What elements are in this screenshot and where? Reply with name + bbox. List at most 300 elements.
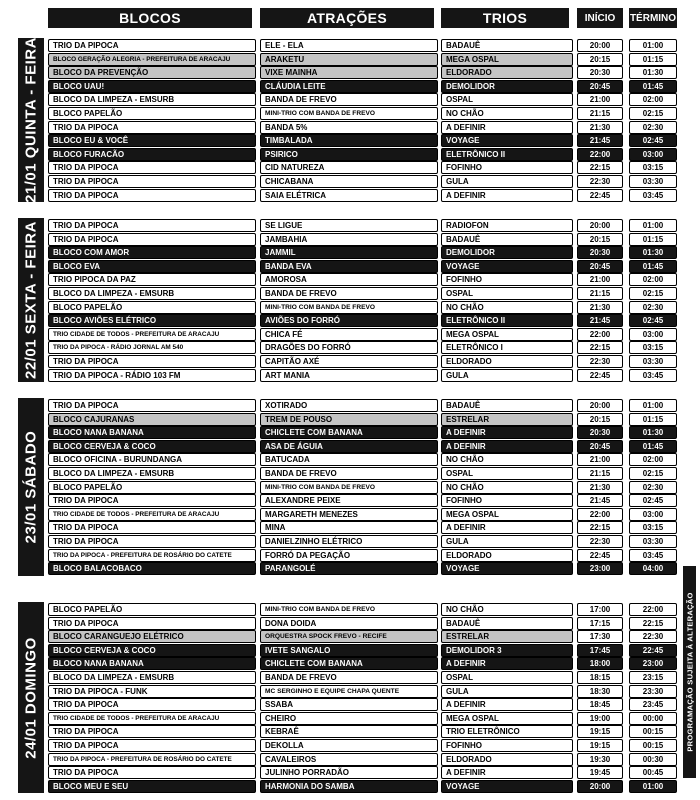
inicio-cell: 20:15 xyxy=(577,413,623,426)
table-row xyxy=(0,287,700,300)
bloco-cell: BLOCO UAU! xyxy=(48,80,256,93)
inicio-cell: 21:45 xyxy=(577,134,623,147)
bloco-cell: BLOCO PAPELÃO xyxy=(48,603,256,616)
bloco-cell: BLOCO DA LIMPEZA - EMSURB xyxy=(48,467,256,480)
bloco-cell: BLOCO DA LIMPEZA - EMSURB xyxy=(48,93,256,106)
atracao-cell: CHEIRO xyxy=(260,712,438,725)
termino-cell: 22:30 xyxy=(629,630,677,643)
inicio-cell: 17:15 xyxy=(577,617,623,630)
trio-cell: DEMOLIDOR 3 xyxy=(441,644,573,657)
inicio-cell: 18:30 xyxy=(577,685,623,698)
termino-cell: 02:45 xyxy=(629,494,677,507)
atracao-cell: TREM DE POUSO xyxy=(260,413,438,426)
table-row xyxy=(0,399,700,412)
inicio-cell: 19:30 xyxy=(577,753,623,766)
bloco-cell: TRIO DA PIPOCA xyxy=(48,494,256,507)
inicio-cell: 19:15 xyxy=(577,739,623,752)
table-row xyxy=(0,189,700,202)
trio-cell: VOYAGE xyxy=(441,562,573,575)
inicio-cell: 21:15 xyxy=(577,287,623,300)
inicio-cell: 21:45 xyxy=(577,494,623,507)
trio-cell: A DEFINIR xyxy=(441,766,573,779)
trio-cell: OSPAL xyxy=(441,287,573,300)
trio-cell: ELETRÔNICO I xyxy=(441,341,573,354)
termino-cell: 01:45 xyxy=(629,260,677,273)
atracao-cell: ARAKETU xyxy=(260,53,438,66)
atracao-cell: ART MANIA xyxy=(260,369,438,382)
inicio-cell: 19:45 xyxy=(577,766,623,779)
atracao-cell: KEBRAÊ xyxy=(260,725,438,738)
header-trios: TRIOS xyxy=(441,8,569,28)
bloco-cell: BLOCO CARANGUEJO ELÉTRICO xyxy=(48,630,256,643)
inicio-cell: 18:45 xyxy=(577,698,623,711)
trio-cell: OSPAL xyxy=(441,467,573,480)
atracao-cell: AMOROSA xyxy=(260,273,438,286)
inicio-cell: 22:15 xyxy=(577,161,623,174)
inicio-cell: 21:15 xyxy=(577,107,623,120)
termino-cell: 02:00 xyxy=(629,93,677,106)
table-row xyxy=(0,617,700,630)
bloco-cell: BLOCO GERAÇÃO ALEGRIA - PREFEITURA DE ARACAJU xyxy=(48,53,256,66)
inicio-cell: 21:00 xyxy=(577,93,623,106)
bloco-cell: TRIO CIDADE DE TODOS - PREFEITURA DE ARACAJU xyxy=(48,712,256,725)
bloco-cell: BLOCO CERVEJA & COCO xyxy=(48,440,256,453)
atracao-cell: BANDA DE FREVO xyxy=(260,93,438,106)
atracao-cell: CHICA FÉ xyxy=(260,328,438,341)
trio-cell: ELDORADO xyxy=(441,355,573,368)
bloco-cell: TRIO CIDADE DE TODOS - PREFEITURA DE ARACAJU xyxy=(48,508,256,521)
bloco-cell: TRIO DA PIPOCA xyxy=(48,617,256,630)
bloco-cell: BLOCO DA LIMPEZA - EMSURB xyxy=(48,287,256,300)
termino-cell: 02:00 xyxy=(629,273,677,286)
table-row xyxy=(0,739,700,752)
bloco-cell: BLOCO OFICINA - BURUNDANGA xyxy=(48,453,256,466)
atracao-cell: IVETE SANGALO xyxy=(260,644,438,657)
atracao-cell: VIXE MAINHA xyxy=(260,66,438,79)
termino-cell: 03:45 xyxy=(629,549,677,562)
termino-cell: 03:15 xyxy=(629,341,677,354)
atracao-cell: JULINHO PORRADÃO xyxy=(260,766,438,779)
termino-cell: 00:45 xyxy=(629,766,677,779)
inicio-cell: 20:45 xyxy=(577,440,623,453)
table-row xyxy=(0,53,700,66)
inicio-cell: 20:45 xyxy=(577,80,623,93)
atracao-cell: CID NATUREZA xyxy=(260,161,438,174)
table-row xyxy=(0,780,700,793)
atracao-cell: DRAGÕES DO FORRÓ xyxy=(260,341,438,354)
table-row xyxy=(0,301,700,314)
table-row xyxy=(0,121,700,134)
header-inicio: INÍCIO xyxy=(577,8,623,28)
inicio-cell: 21:00 xyxy=(577,273,623,286)
table-row xyxy=(0,440,700,453)
termino-cell: 22:15 xyxy=(629,617,677,630)
atracao-cell: BANDA 5% xyxy=(260,121,438,134)
table-row xyxy=(0,562,700,575)
inicio-cell: 22:15 xyxy=(577,521,623,534)
table-row xyxy=(0,671,700,684)
trio-cell: ELDORADO xyxy=(441,66,573,79)
atracao-cell: DANIELZINHO ELÉTRICO xyxy=(260,535,438,548)
atracao-cell: JAMMIL xyxy=(260,246,438,259)
inicio-cell: 20:15 xyxy=(577,53,623,66)
trio-cell: GULA xyxy=(441,369,573,382)
termino-cell: 00:15 xyxy=(629,725,677,738)
table-row xyxy=(0,535,700,548)
inicio-cell: 21:30 xyxy=(577,481,623,494)
trio-cell: ELETRÔNICO II xyxy=(441,314,573,327)
trio-cell: ELDORADO xyxy=(441,753,573,766)
inicio-cell: 20:00 xyxy=(577,399,623,412)
termino-cell: 01:00 xyxy=(629,219,677,232)
inicio-cell: 22:45 xyxy=(577,549,623,562)
atracao-cell: SE LIGUE xyxy=(260,219,438,232)
bloco-cell: BLOCO BALACOBACO xyxy=(48,562,256,575)
table-row xyxy=(0,134,700,147)
atracao-cell: CHICLETE COM BANANA xyxy=(260,657,438,670)
table-row xyxy=(0,753,700,766)
table-row xyxy=(0,494,700,507)
trio-cell: A DEFINIR xyxy=(441,189,573,202)
termino-cell: 22:45 xyxy=(629,644,677,657)
atracao-cell: CLÁUDIA LEITE xyxy=(260,80,438,93)
table-row xyxy=(0,260,700,273)
termino-cell: 03:45 xyxy=(629,189,677,202)
table-row xyxy=(0,219,700,232)
trio-cell: VOYAGE xyxy=(441,780,573,793)
termino-cell: 23:30 xyxy=(629,685,677,698)
table-row xyxy=(0,712,700,725)
bloco-cell: TRIO DA PIPOCA xyxy=(48,39,256,52)
trio-cell: A DEFINIR xyxy=(441,657,573,670)
bloco-cell: TRIO DA PIPOCA - PREFEITURA DE ROSÁRIO DO CATETE xyxy=(48,549,256,562)
bloco-cell: TRIO DA PIPOCA - RÁDIO JORNAL AM 540 xyxy=(48,341,256,354)
bloco-cell: TRIO DA PIPOCA xyxy=(48,399,256,412)
trio-cell: GULA xyxy=(441,175,573,188)
trio-cell: GULA xyxy=(441,685,573,698)
inicio-cell: 20:30 xyxy=(577,426,623,439)
termino-cell: 01:00 xyxy=(629,39,677,52)
termino-cell: 04:00 xyxy=(629,562,677,575)
table-row xyxy=(0,341,700,354)
table-row xyxy=(0,246,700,259)
bloco-cell: TRIO DA PIPOCA xyxy=(48,766,256,779)
atracao-cell: SSABA xyxy=(260,698,438,711)
termino-cell: 01:00 xyxy=(629,399,677,412)
termino-cell: 03:30 xyxy=(629,355,677,368)
inicio-cell: 22:30 xyxy=(577,355,623,368)
table-row xyxy=(0,355,700,368)
inicio-cell: 20:30 xyxy=(577,66,623,79)
trio-cell: DEMOLIDOR xyxy=(441,80,573,93)
termino-cell: 01:15 xyxy=(629,53,677,66)
table-row xyxy=(0,549,700,562)
table-row xyxy=(0,148,700,161)
termino-cell: 01:15 xyxy=(629,413,677,426)
termino-cell: 01:00 xyxy=(629,780,677,793)
atracao-cell: MARGARETH MENEZES xyxy=(260,508,438,521)
table-row xyxy=(0,66,700,79)
termino-cell: 03:00 xyxy=(629,148,677,161)
table-row xyxy=(0,80,700,93)
trio-cell: BADAUÊ xyxy=(441,399,573,412)
bloco-cell: BLOCO EU & VOCÊ xyxy=(48,134,256,147)
inicio-cell: 22:00 xyxy=(577,328,623,341)
inicio-cell: 20:15 xyxy=(577,233,623,246)
atracao-cell: BATUCADA xyxy=(260,453,438,466)
header-blocos: BLOCOS xyxy=(48,8,252,28)
atracao-cell: MINA xyxy=(260,521,438,534)
trio-cell: MEGA OSPAL xyxy=(441,508,573,521)
trio-cell: NO CHÃO xyxy=(441,603,573,616)
trio-cell: MEGA OSPAL xyxy=(441,328,573,341)
trio-cell: DEMOLIDOR xyxy=(441,246,573,259)
inicio-cell: 20:30 xyxy=(577,246,623,259)
termino-cell: 02:15 xyxy=(629,287,677,300)
trio-cell: ELETRÔNICO II xyxy=(441,148,573,161)
table-row xyxy=(0,644,700,657)
inicio-cell: 17:45 xyxy=(577,644,623,657)
inicio-cell: 20:00 xyxy=(577,39,623,52)
termino-cell: 01:30 xyxy=(629,66,677,79)
day-label-text: 21/01 QUINTA - FEIRA xyxy=(22,37,40,203)
inicio-cell: 22:00 xyxy=(577,148,623,161)
bloco-cell: TRIO DA PIPOCA xyxy=(48,175,256,188)
inicio-cell: 21:15 xyxy=(577,467,623,480)
bloco-cell: BLOCO PAPELÃO xyxy=(48,481,256,494)
bloco-cell: TRIO DA PIPOCA xyxy=(48,725,256,738)
table-row xyxy=(0,630,700,643)
trio-cell: BADAUÊ xyxy=(441,233,573,246)
trio-cell: A DEFINIR xyxy=(441,440,573,453)
termino-cell: 03:15 xyxy=(629,521,677,534)
termino-cell: 02:45 xyxy=(629,314,677,327)
trio-cell: A DEFINIR xyxy=(441,426,573,439)
trio-cell: OSPAL xyxy=(441,671,573,684)
table-row xyxy=(0,413,700,426)
table-row xyxy=(0,161,700,174)
termino-cell: 23:00 xyxy=(629,657,677,670)
table-row xyxy=(0,369,700,382)
atracao-cell: FORRÓ DA PEGAÇÃO xyxy=(260,549,438,562)
inicio-cell: 23:00 xyxy=(577,562,623,575)
termino-cell: 01:30 xyxy=(629,246,677,259)
inicio-cell: 20:00 xyxy=(577,780,623,793)
termino-cell: 03:45 xyxy=(629,369,677,382)
bloco-cell: TRIO DA PIPOCA xyxy=(48,739,256,752)
termino-cell: 01:45 xyxy=(629,440,677,453)
bloco-cell: BLOCO CERVEJA & COCO xyxy=(48,644,256,657)
table-row xyxy=(0,657,700,670)
atracao-cell: BANDA DE FREVO xyxy=(260,287,438,300)
termino-cell: 00:15 xyxy=(629,739,677,752)
inicio-cell: 22:00 xyxy=(577,508,623,521)
termino-cell: 02:00 xyxy=(629,453,677,466)
trio-cell: FOFINHO xyxy=(441,494,573,507)
trio-cell: FOFINHO xyxy=(441,273,573,286)
atracao-cell: CHICABANA xyxy=(260,175,438,188)
termino-cell: 01:45 xyxy=(629,80,677,93)
table-row xyxy=(0,508,700,521)
atracao-cell: SAIA ELÉTRICA xyxy=(260,189,438,202)
atracao-cell: ORQUESTRA SPOCK FREVO - RECIFE xyxy=(260,630,438,643)
atracao-cell: MC SERGINHO E EQUIPE CHAPA QUENTE xyxy=(260,685,438,698)
termino-cell: 02:30 xyxy=(629,121,677,134)
atracao-cell: TIMBALADA xyxy=(260,134,438,147)
trio-cell: FOFINHO xyxy=(441,739,573,752)
bloco-cell: BLOCO COM AMOR xyxy=(48,246,256,259)
table-row xyxy=(0,175,700,188)
inicio-cell: 22:15 xyxy=(577,341,623,354)
termino-cell: 03:00 xyxy=(629,328,677,341)
trio-cell: OSPAL xyxy=(441,93,573,106)
inicio-cell: 21:30 xyxy=(577,301,623,314)
atracao-cell: PARANGOLÉ xyxy=(260,562,438,575)
termino-cell: 03:30 xyxy=(629,175,677,188)
trio-cell: NO CHÃO xyxy=(441,481,573,494)
inicio-cell: 22:30 xyxy=(577,535,623,548)
header-termino: TÉRMINO xyxy=(629,8,677,28)
trio-cell: BADAUÊ xyxy=(441,39,573,52)
inicio-cell: 17:30 xyxy=(577,630,623,643)
side-note-text: PROGRAMAÇÃO SUJEITA À ALTERAÇÃO xyxy=(685,592,694,752)
table-row xyxy=(0,698,700,711)
trio-cell: GULA xyxy=(441,535,573,548)
atracao-cell: CAVALEIROS xyxy=(260,753,438,766)
bloco-cell: TRIO DA PIPOCA xyxy=(48,535,256,548)
trio-cell: ESTRELAR xyxy=(441,630,573,643)
trio-cell: ELDORADO xyxy=(441,549,573,562)
bloco-cell: TRIO DA PIPOCA xyxy=(48,698,256,711)
bloco-cell: BLOCO MEU E SEU xyxy=(48,780,256,793)
atracao-cell: MINI-TRIO COM BANDA DE FREVO xyxy=(260,301,438,314)
termino-cell: 23:15 xyxy=(629,671,677,684)
atracao-cell: ALEXANDRE PEIXE xyxy=(260,494,438,507)
bloco-cell: BLOCO NANA BANANA xyxy=(48,426,256,439)
inicio-cell: 21:30 xyxy=(577,121,623,134)
table-row xyxy=(0,685,700,698)
table-row xyxy=(0,467,700,480)
bloco-cell: BLOCO NANA BANANA xyxy=(48,657,256,670)
inicio-cell: 22:30 xyxy=(577,175,623,188)
atracao-cell: BANDA DE FREVO xyxy=(260,671,438,684)
table-row xyxy=(0,273,700,286)
bloco-cell: BLOCO PAPELÃO xyxy=(48,107,256,120)
atracao-cell: CHICLETE COM BANANA xyxy=(260,426,438,439)
bloco-cell: BLOCO DA PREVENÇÃO xyxy=(48,66,256,79)
trio-cell: MEGA OSPAL xyxy=(441,53,573,66)
table-row xyxy=(0,107,700,120)
bloco-cell: BLOCO EVA xyxy=(48,260,256,273)
bloco-cell: BLOCO DA LIMPEZA - EMSURB xyxy=(48,671,256,684)
atracao-cell: MINI-TRIO COM BANDA DE FREVO xyxy=(260,107,438,120)
atracao-cell: MINI-TRIO COM BANDA DE FREVO xyxy=(260,481,438,494)
trio-cell: NO CHÃO xyxy=(441,107,573,120)
inicio-cell: 17:00 xyxy=(577,603,623,616)
termino-cell: 02:30 xyxy=(629,301,677,314)
table-row xyxy=(0,453,700,466)
inicio-cell: 19:00 xyxy=(577,712,623,725)
atracao-cell: PSIRICO xyxy=(260,148,438,161)
termino-cell: 00:30 xyxy=(629,753,677,766)
termino-cell: 01:30 xyxy=(629,426,677,439)
table-row xyxy=(0,481,700,494)
bloco-cell: TRIO DA PIPOCA xyxy=(48,355,256,368)
bloco-cell: TRIO DA PIPOCA - FUNK xyxy=(48,685,256,698)
trio-cell: VOYAGE xyxy=(441,260,573,273)
termino-cell: 01:15 xyxy=(629,233,677,246)
atracao-cell: AVIÕES DO FORRÓ xyxy=(260,314,438,327)
atracao-cell: ELE - ELA xyxy=(260,39,438,52)
table-row xyxy=(0,39,700,52)
bloco-cell: TRIO DA PIPOCA xyxy=(48,189,256,202)
trio-cell: BADAUÊ xyxy=(441,617,573,630)
inicio-cell: 21:45 xyxy=(577,314,623,327)
table-row xyxy=(0,93,700,106)
bloco-cell: BLOCO FURACÃO xyxy=(48,148,256,161)
trio-cell: FOFINHO xyxy=(441,161,573,174)
table-row xyxy=(0,603,700,616)
trio-cell: VOYAGE xyxy=(441,134,573,147)
bloco-cell: TRIO DA PIPOCA xyxy=(48,161,256,174)
trio-cell: A DEFINIR xyxy=(441,121,573,134)
inicio-cell: 20:00 xyxy=(577,219,623,232)
atracao-cell: XOTIRADO xyxy=(260,399,438,412)
header-atracoes: ATRAÇÕES xyxy=(260,8,434,28)
table-row xyxy=(0,521,700,534)
trio-cell: TRIO ELETRÔNICO xyxy=(441,725,573,738)
atracao-cell: DEKOLLA xyxy=(260,739,438,752)
inicio-cell: 20:45 xyxy=(577,260,623,273)
atracao-cell: MINI-TRIO COM BANDA DE FREVO xyxy=(260,603,438,616)
trio-cell: ESTRELAR xyxy=(441,413,573,426)
day-label-text: 22/01 SEXTA - FEIRA xyxy=(22,221,40,379)
table-row xyxy=(0,233,700,246)
table-row xyxy=(0,766,700,779)
bloco-cell: TRIO DA PIPOCA xyxy=(48,219,256,232)
termino-cell: 02:30 xyxy=(629,481,677,494)
bloco-cell: BLOCO CAJURANAS xyxy=(48,413,256,426)
termino-cell: 23:45 xyxy=(629,698,677,711)
bloco-cell: TRIO DA PIPOCA - RÁDIO 103 FM xyxy=(48,369,256,382)
bloco-cell: TRIO DA PIPOCA xyxy=(48,121,256,134)
bloco-cell: BLOCO PAPELÃO xyxy=(48,301,256,314)
atracao-cell: DONA DOIDA xyxy=(260,617,438,630)
trio-cell: NO CHÃO xyxy=(441,453,573,466)
trio-cell: MEGA OSPAL xyxy=(441,712,573,725)
termino-cell: 03:00 xyxy=(629,508,677,521)
bloco-cell: BLOCO AVIÕES ELÉTRICO xyxy=(48,314,256,327)
atracao-cell: HARMONIA DO SAMBA xyxy=(260,780,438,793)
termino-cell: 03:30 xyxy=(629,535,677,548)
inicio-cell: 21:00 xyxy=(577,453,623,466)
atracao-cell: BANDA DE FREVO xyxy=(260,467,438,480)
inicio-cell: 22:45 xyxy=(577,189,623,202)
table-row xyxy=(0,328,700,341)
bloco-cell: TRIO PIPOCA DA PAZ xyxy=(48,273,256,286)
atracao-cell: BANDA EVA xyxy=(260,260,438,273)
termino-cell: 02:45 xyxy=(629,134,677,147)
trio-cell: A DEFINIR xyxy=(441,698,573,711)
termino-cell: 02:15 xyxy=(629,467,677,480)
inicio-cell: 18:15 xyxy=(577,671,623,684)
bloco-cell: TRIO DA PIPOCA - PREFEITURA DE ROSÁRIO DO CATETE xyxy=(48,753,256,766)
table-row xyxy=(0,725,700,738)
atracao-cell: JAMBAHIA xyxy=(260,233,438,246)
table-row xyxy=(0,314,700,327)
termino-cell: 03:15 xyxy=(629,161,677,174)
termino-cell: 22:00 xyxy=(629,603,677,616)
